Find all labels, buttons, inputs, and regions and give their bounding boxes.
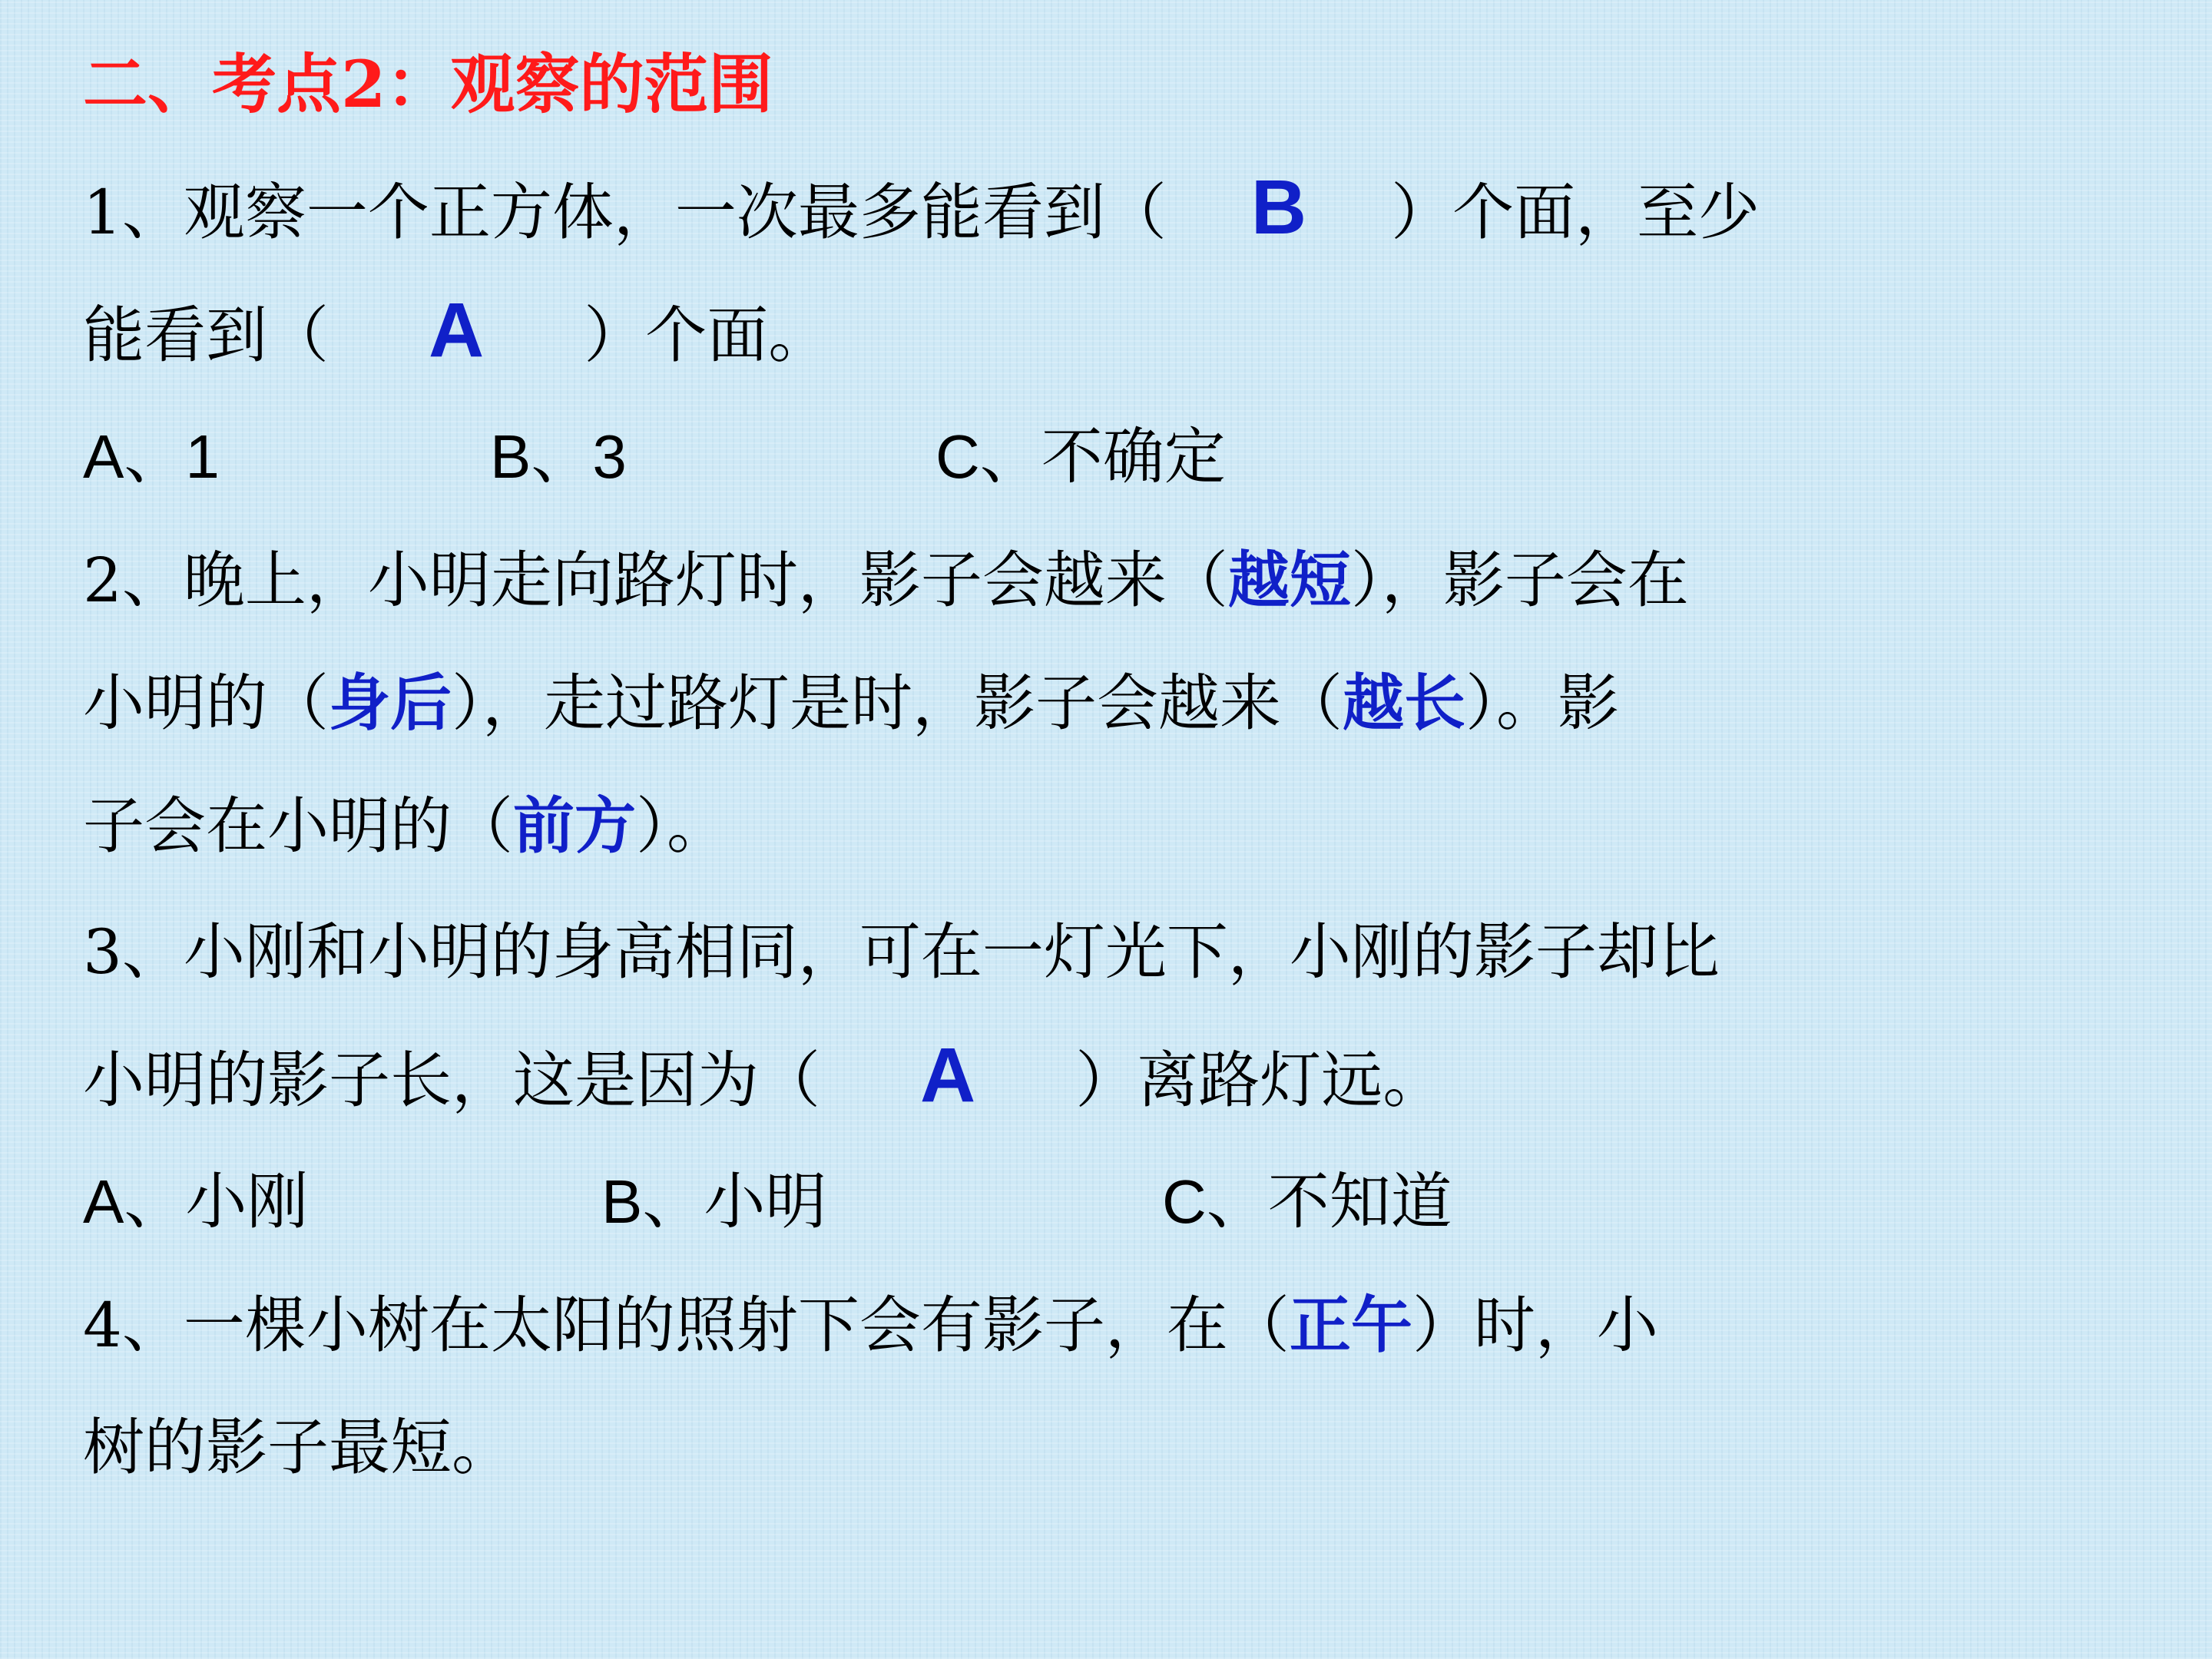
q2-text-7: ）。 bbox=[636, 790, 728, 862]
q3-option-c: C、不知道 bbox=[1162, 1167, 1452, 1236]
q2-answer-2: 身后 bbox=[329, 667, 452, 739]
q1-answer-1: B bbox=[1250, 164, 1307, 250]
q1-answer-2: A bbox=[429, 287, 485, 373]
q4-text-1: 4、一棵小树在太阳的照射下会有影子，在（ bbox=[83, 1290, 1290, 1361]
q3-text-1: 3、小刚和小明的身高相同，可在一灯光下，小刚的影子却比 bbox=[83, 916, 1720, 988]
q4-text-2: ）时，小 bbox=[1412, 1290, 1658, 1361]
q3-options bbox=[83, 1156, 1452, 1248]
q2-answer-3: 越长 bbox=[1343, 667, 1465, 739]
q3-text-2: 小明的影子长，这是因为（ bbox=[83, 1045, 820, 1116]
q2-text-2: ），影子会在 bbox=[1350, 545, 1689, 616]
q4-text-3: 树的影子最短。 bbox=[83, 1412, 513, 1483]
q1-option-c: C、不确定 bbox=[935, 422, 1226, 491]
q2-line-2 bbox=[83, 657, 1619, 749]
q3-line-2 bbox=[83, 1029, 1444, 1121]
q1-text-1: 1、观察一个正方体，一次最多能看到（ bbox=[83, 177, 1167, 248]
q1-line-1 bbox=[83, 161, 1760, 253]
q1-option-a: A、1 bbox=[83, 422, 220, 491]
q1-text-2: ）个面，至少 bbox=[1391, 177, 1760, 248]
q3-answer-1: A bbox=[920, 1032, 976, 1118]
q1-line-2 bbox=[83, 284, 830, 376]
q4-line-1 bbox=[83, 1279, 1658, 1371]
q3-option-a: A、小刚 bbox=[83, 1167, 309, 1236]
q2-text-1: 2、晚上，小明走向路灯时，影子会越来（ bbox=[83, 545, 1228, 616]
q2-answer-4: 前方 bbox=[513, 790, 636, 862]
q3-option-b: B、小明 bbox=[601, 1167, 827, 1236]
q3-text-3: ）离路灯远。 bbox=[1075, 1045, 1445, 1116]
q4-answer-1: 正午 bbox=[1289, 1289, 1412, 1361]
q2-text-4: ），走过路灯是时，影子会越来（ bbox=[452, 667, 1343, 739]
section-title: 二、考点2：观察的范围 bbox=[83, 46, 773, 122]
q2-line-1 bbox=[83, 534, 1689, 626]
q4-line-2 bbox=[83, 1402, 513, 1494]
q1-text-3: 能看到（ bbox=[83, 300, 329, 371]
q2-answer-1: 越短 bbox=[1227, 544, 1351, 616]
q2-line-3 bbox=[83, 780, 728, 872]
q1-options bbox=[83, 411, 1226, 503]
q1-text-4: ）个面。 bbox=[584, 300, 830, 371]
q1-option-b: B、3 bbox=[490, 422, 627, 491]
q2-text-3: 小明的（ bbox=[83, 667, 329, 739]
q2-text-5: ）。影 bbox=[1465, 667, 1619, 739]
q3-line-1 bbox=[83, 906, 1720, 998]
q2-text-6: 子会在小明的（ bbox=[83, 790, 513, 862]
